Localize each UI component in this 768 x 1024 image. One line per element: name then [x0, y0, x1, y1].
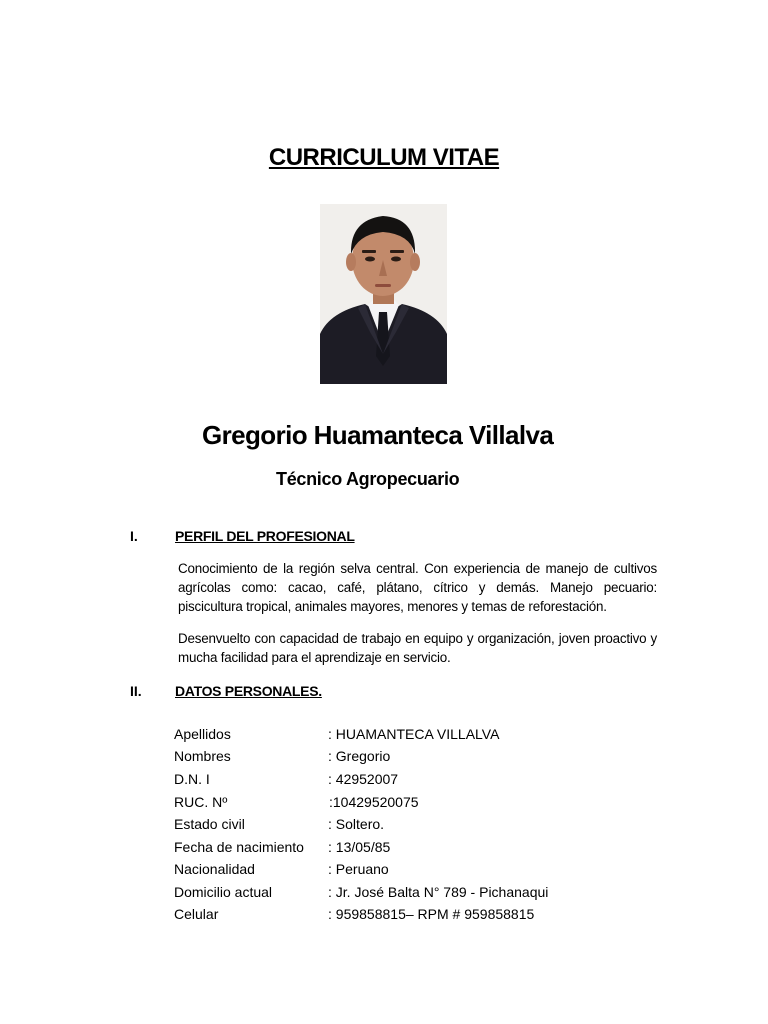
data-label: Apellidos [174, 726, 231, 742]
data-label: Domicilio actual [174, 884, 273, 900]
profile-paragraph: Desenvuelto con capacidad de trabajo en equipo y organización, joven proactivo y mucha facilidad para el aprendizaje en servicio. [178, 631, 657, 665]
data-value: : 42952007 [328, 771, 399, 787]
data-value: : Soltero. [328, 816, 385, 832]
profile-photo [320, 204, 447, 384]
data-value: : Gregorio [328, 748, 391, 764]
data-value: : 13/05/85 [328, 839, 391, 855]
profile-paragraph: Conocimiento de la región selva central. Con experiencia de manejo de cultivos agrícolas como: cacao, café, plátano, cítrico y demás. Manejo pecuario: piscicultura tropical, animales mayores, menores y temas de reforestación. [178, 561, 657, 614]
data-value: : HUAMANTECA VILLALVA [328, 726, 500, 742]
document-title: CURRICULUM VITAE [268, 144, 500, 171]
section-title: DATOS PERSONALES. [175, 683, 322, 699]
data-value: : Jr. José Balta N° 789 - Pichanaqui [328, 884, 549, 900]
data-label: D.N. I [174, 771, 210, 787]
section-title: PERFIL DEL PROFESIONAL [175, 528, 355, 544]
data-value: :10429520075 [329, 794, 419, 810]
data-label: Nombres [174, 748, 231, 764]
data-label: Estado civil [174, 816, 245, 832]
data-value: : Peruano [328, 861, 389, 877]
section-number: I. [130, 528, 138, 544]
data-label: RUC. Nº [174, 794, 228, 810]
data-label: Nacionalidad [174, 861, 255, 877]
person-role: Técnico Agropecuario [276, 469, 460, 489]
person-name: Gregorio Huamanteca Villalva [202, 420, 554, 450]
section-number: II. [130, 683, 142, 699]
data-label: Fecha de nacimiento [174, 839, 304, 855]
data-value: : 959858815– RPM # 959858815 [328, 906, 535, 922]
data-label: Celular [174, 906, 219, 922]
